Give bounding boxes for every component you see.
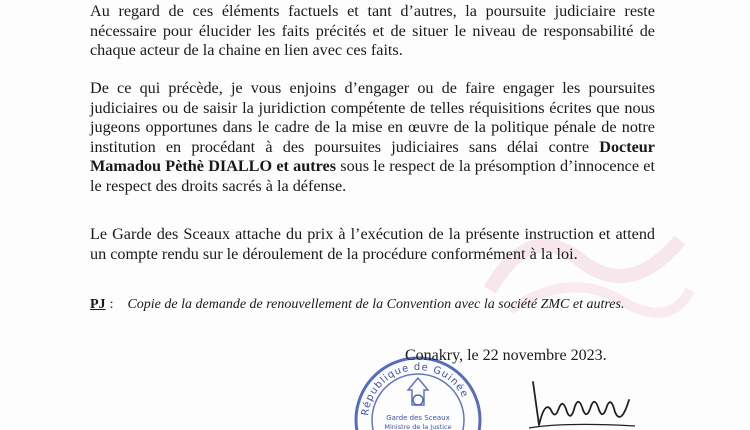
- svg-text:Ministre de la Justice: Ministre de la Justice: [384, 423, 452, 430]
- paragraph-injunction-text-end: sous le respect de la présomption d’innocence et le respect des droits sacrés à la défense.: [90, 157, 655, 195]
- attachment-separator: :: [109, 297, 114, 312]
- attachment-text: Copie de la demande de renouvellement de la Convention avec la société ZMC et autres.: [127, 297, 625, 312]
- svg-text:Garde des Sceaux: Garde des Sceaux: [386, 414, 450, 422]
- svg-text:République de Guinée: République de Guinée: [360, 361, 471, 417]
- accused-name: Docteur Mamadou Pèthè DIALLO et autres: [90, 137, 655, 176]
- attachment-note: [90, 296, 660, 314]
- paragraph-injunction: [90, 79, 655, 197]
- paragraph-factual-elements: Au regard de ces éléments factuels et tant d’autres, la poursuite judiciaire reste nécessaire pour élucider les faits précités et de situer le niveau de responsabilité de chaque acteur de la chaine en lien avec ces faits.: [90, 2, 655, 60]
- handwritten-signature: [525, 370, 640, 430]
- paragraph-injunction-text-start: De ce qui précède, je vous enjoins d’engager ou de faire engager les poursuites judiciaires ou de saisir la juridiction compétente de telles réquisitions écrites que nous jugeons opportunes dans le cadre de la mise en œuvre de la politique pénale de notre institution en procédant à des poursuites judiciaires sans délai contre: [90, 79, 655, 156]
- date-and-place: Conakry, le 22 novembre 2023.: [405, 347, 607, 364]
- attachment-label: PJ: [90, 297, 106, 312]
- paragraph-instruction: Le Garde des Sceaux attache du prix à l’exécution de la présente instruction et attend un compte rendu sur le déroulement de la procédure conformément à la loi.: [90, 225, 655, 263]
